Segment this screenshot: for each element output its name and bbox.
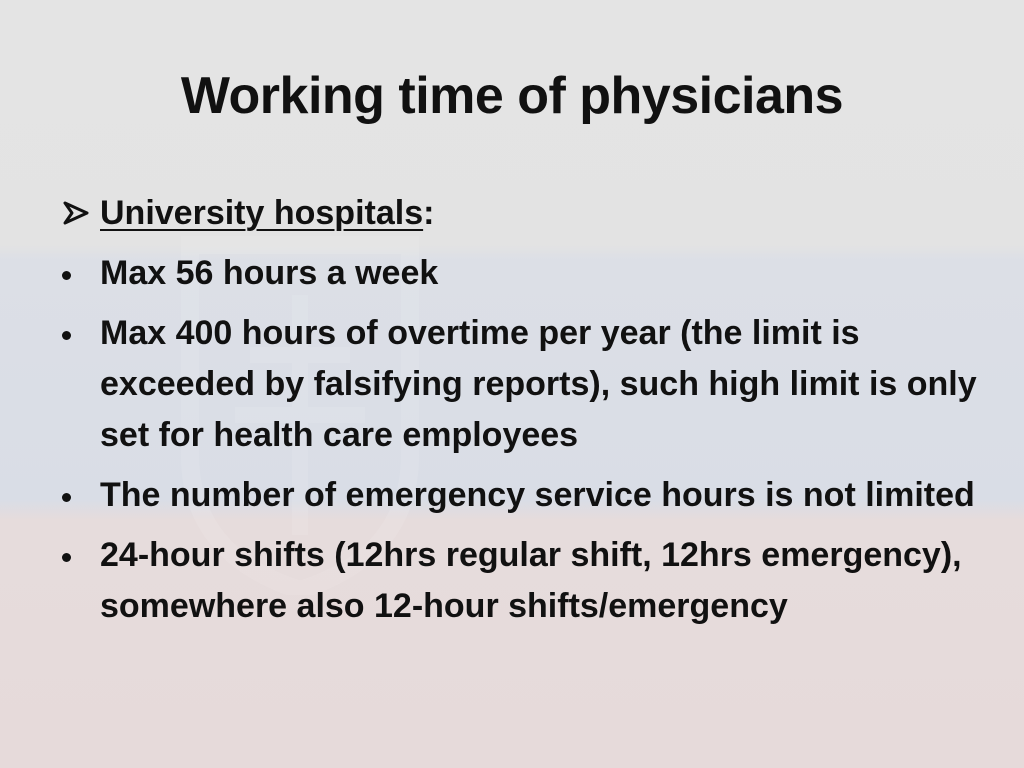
heading-label: University hospitals (100, 194, 424, 232)
bullet-item (60, 530, 980, 632)
bullet-dot-icon (60, 248, 96, 299)
bullet-text: Max 56 hours a week (100, 254, 439, 292)
arrow-bullet-icon (60, 188, 96, 239)
heading-row (60, 188, 980, 239)
bullet-dot-icon (60, 308, 96, 359)
bullet-item (60, 470, 980, 521)
heading-colon: : (423, 194, 435, 232)
bullet-dot-icon (60, 530, 96, 581)
slide-title: Working time of physicians (180, 67, 844, 125)
bullet-item (60, 248, 980, 299)
bullet-text: The number of emergency service hours is not limited (100, 476, 975, 514)
bullet-text: Max 400 hours of overtime per year (the limit is exceeded by falsifying reports), such high limit is only set for health care employees (100, 314, 977, 454)
bullet-text: 24-hour shifts (12hrs regular shift, 12hrs emergency), somewhere also 12-hour shifts/emergency (100, 536, 962, 625)
slide-content (60, 188, 980, 641)
bullet-dot-icon (60, 470, 96, 521)
bullet-item (60, 308, 980, 461)
